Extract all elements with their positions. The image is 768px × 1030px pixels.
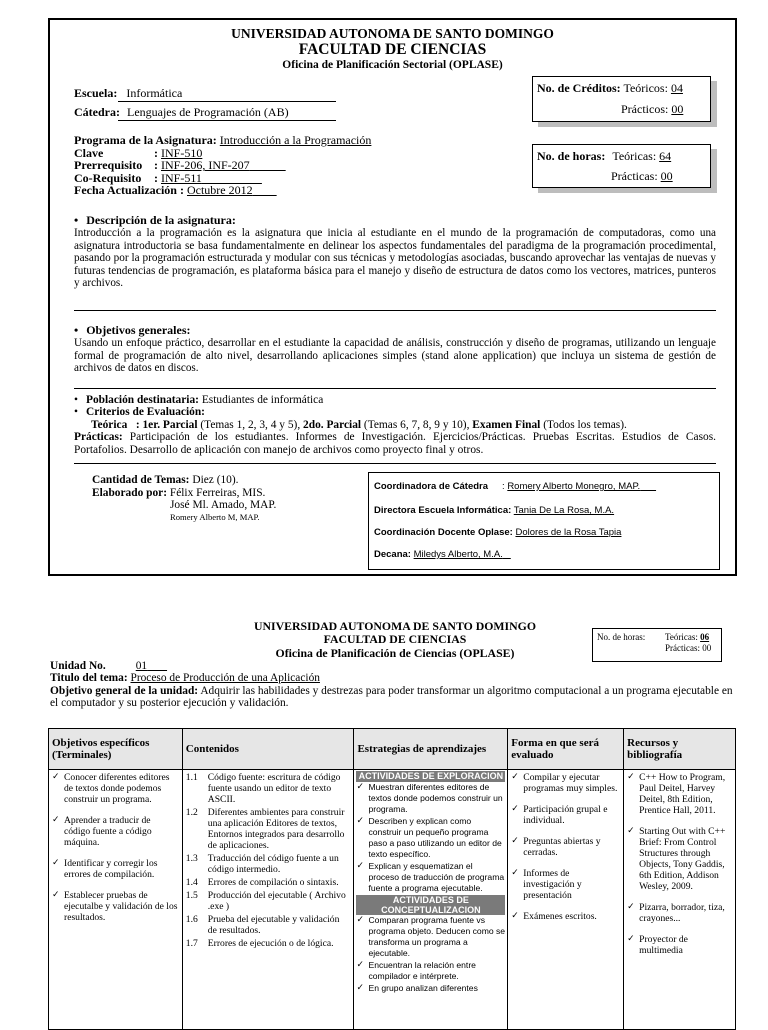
- estrategia-item: ✓ Encuentran la relación entre compilador e intérprete.: [356, 960, 505, 982]
- practicas-criterio-value: Participación de los estudiantes. Informes de Investigación. Ejercicios/Prácticas. Pruebas Escritas. Estudios de Casos. Portafolios. Desarrollo de aplicación con manejo de archivos como proyecto final y otros.: [74, 431, 716, 456]
- teoricas-label: Teóricas:: [612, 149, 657, 163]
- parcial1-value: (Temas 1, 2, 3, 4 y 5),: [200, 418, 301, 431]
- practicas-value: 00: [660, 169, 673, 183]
- escuela-underline: [118, 101, 336, 102]
- poblacion-value: Estudiantes de informática: [201, 394, 324, 406]
- teoricas-value: 64: [659, 149, 672, 163]
- escuela-value: Informática: [126, 86, 183, 100]
- unidad-label: Unidad No.: [50, 660, 106, 672]
- coordinadora-value: Romery Alberto Monegro, MAP.: [507, 481, 641, 492]
- descripcion-title: Descripción de la asignatura:: [86, 213, 236, 227]
- objetivo-item: ✓ Establecer pruebas de ejecutalbe y validación de los resultados.: [52, 890, 179, 923]
- faculty-name-2: FACULTAD DE CIENCIAS: [323, 632, 467, 646]
- prerreq-value: INF-206, INF-207: [161, 158, 250, 173]
- parcial2-value: (Temas 6, 7, 8, 9 y 10),: [363, 418, 470, 431]
- objetivo-item: ✓ Conocer diferentes editores de textos donde podemos construir un programa.: [52, 772, 179, 805]
- header-evaluacion: Forma en que será evaluado: [508, 729, 624, 770]
- objetivo-unidad-value: Adquirir las habilidades y destrezas para poder transformar un algoritmo computacional a un programa ejecutable en el computador y su posterior ejecución y validación.: [50, 684, 733, 710]
- header-estrategias: Estrategias de aprendizajes: [354, 729, 508, 770]
- decana-value: Miledys Alberto, M.A.: [413, 549, 503, 560]
- teoricos-label: Teóricos:: [623, 81, 668, 95]
- horas2-label: No. de horas:: [597, 632, 646, 642]
- poblacion-label: Población destinataria:: [86, 394, 199, 406]
- evaluacion-item: ✓ Participación grupal e individual.: [511, 804, 620, 826]
- horas-box: [532, 144, 711, 188]
- final-value: (Todos los temas).: [543, 418, 627, 431]
- table-header-row: [49, 729, 736, 770]
- estrategia-item: ✓ En grupo analizan diferentes: [356, 983, 505, 994]
- contenido-item: 1.7 Errores de ejecución o de lógica.: [185, 938, 334, 949]
- coordinadora-label: Coordinadora de Cátedra: [374, 481, 489, 492]
- conceptualizacion-heading: ACTIVIDADES DE CONCEPTUALIZACION: [356, 895, 505, 915]
- table-row: [49, 770, 736, 1030]
- coordinacion-oplase-label: Coordinación Docente Oplase:: [374, 527, 513, 538]
- practicas2-label: Prácticas:: [665, 643, 700, 653]
- contenidos-cell: [182, 770, 354, 1030]
- directora-label: Directora Escuela Informática:: [374, 505, 512, 516]
- descripcion-section: • Descripción de la asignatura: Introducción a la programación es la asignatura que inicia al estudiante en el mundo de la programación de computadoras, como una asignatura introductoria se basa fundamentalmente en delinear los aspectos fundamentales del paradigma de la programación procedimental, pasando por la programación estructurada y modular con sus técnicas y metodologías asociadas, buscando aprovechar las ventajas de nuevas y futuras tendencias de programación, es plataforma básica para el manejo y diseño de estructura de datos como los vectores, matrices, punteros y archivos.: [74, 213, 716, 290]
- evaluacion-item: ✓ Preguntas abiertas y cerradas.: [511, 836, 620, 858]
- recurso-item: ✓ Proyector de multimedia: [627, 934, 732, 956]
- criterios-section: • Población destinataria: Estudiantes de informática • Criterios de Evaluación: Teórica : 1er. Parcial (Temas 1, 2, 3, 4 y 5), 2do. Parcial (Temas 6, 7, 8, 9 y 10), Examen Final (Todos los temas). Prácticas: Participación de los estudiantes. Informes de Investigación. Ejercicios/Prácticas. Pruebas Escritas. Estudios de Casos. Portafolios. Desarrollo de aplicación con manejo de archivos como proyecto final y otros.: [74, 394, 716, 456]
- contenido-item: 1.6 Prueba del ejecutable y validación de resultados.: [185, 914, 340, 936]
- evaluacion-item: ✓ Compilar y ejecutar programas muy simples.: [511, 772, 620, 794]
- university-name: UNIVERSIDAD AUTONOMA DE SANTO DOMINGO: [231, 26, 554, 41]
- office-name-2: Oficina de Planificación de Ciencias (OPLASE): [275, 646, 515, 660]
- autor-1: Félix Ferreiras, MIS.: [169, 486, 266, 499]
- contenido-item: 1.1 Código fuente: escritura de código fuente usando un editor de texto ASCII.: [185, 772, 341, 805]
- titulo-value: Proceso de Producción de una Aplicación: [130, 672, 320, 685]
- autor-3: Romery Alberto M, MAP.: [170, 511, 260, 522]
- practicas-label: Prácticas:: [611, 169, 658, 183]
- recursos-cell: [624, 770, 736, 1030]
- horas-label: No. de horas:: [537, 149, 606, 163]
- clave-value: INF-510: [161, 145, 203, 160]
- header-recursos: Recursos y bibliografía: [624, 729, 736, 770]
- coordinacion-oplase-value: Dolores de la Rosa Tapia: [515, 527, 622, 538]
- practicos-value: 00: [671, 102, 684, 116]
- recurso-item: ✓ C++ How to Program, Paul Deitel, Harvey Deitel, 8th Edition, Prentice Hall, 2011.: [627, 772, 732, 816]
- header-objetivos: Objetivos específicos (Terminales): [49, 729, 183, 770]
- objetivos-cell: [49, 770, 183, 1030]
- final-label: Examen Final: [472, 418, 541, 431]
- catedra-underline: [118, 120, 336, 121]
- faculty-name: FACULTAD DE CIENCIAS: [298, 41, 487, 58]
- teorica-label: Teórica: [91, 418, 128, 431]
- evaluacion-cell: [508, 770, 624, 1030]
- objetivos-title: Objetivos generales:: [86, 323, 191, 337]
- objetivos-section: • Objetivos generales: Usando un enfoque práctico, desarrollar en el estudiante la capacidad de análisis, construcción y diseño de programas, utilizando un lenguaje formal de programación de alto nivel, desarrollando aplicaciones simples (stand alone application) que incluya un sistema de gestión de archivos de datos en discos.: [74, 323, 716, 375]
- practicas-criterio-label: Prácticas:: [74, 431, 123, 444]
- estrategia-item: ✓ Describen y explican como construir un pequeño programa paso a paso utilizando un editor de texto específico.: [356, 816, 505, 860]
- temas-label: Cantidad de Temas:: [92, 474, 190, 486]
- header-contenidos: Contenidos: [182, 729, 354, 770]
- objetivo-unidad-label: Objetivo general de la unidad:: [50, 684, 199, 697]
- practicas2-value: 00: [702, 643, 712, 653]
- recurso-item: ✓ Pizarra, borrador, tiza, crayones...: [627, 902, 732, 924]
- coreq-value: INF-511: [161, 170, 202, 185]
- university-name-2: UNIVERSIDAD AUTONOMA DE SANTO DOMINGO: [253, 619, 537, 633]
- decana-label: Decana:: [374, 549, 411, 560]
- coreq-label: Co-Requisito: [74, 170, 142, 185]
- unidad-section: [50, 660, 740, 710]
- estrategia-item: ✓ Explican y esquematizan el proceso de traducción de programa fuente a programa ejecutable.: [356, 861, 505, 894]
- parcial1-label: 1er. Parcial: [142, 418, 198, 431]
- criterios-label: Criterios de Evaluación:: [86, 406, 205, 419]
- unidad-value: 01: [135, 660, 148, 672]
- programa-block: Programa de la Asignatura: Introducción a la Programación Clave : INF-510 Prerrequisito : INF-206, INF-207 Co-Requisito : INF-511 Fecha Actualización : Octubre 2012: [74, 133, 372, 198]
- titulo-label: Titulo del tema:: [50, 672, 128, 685]
- unit-plan-table: [48, 728, 736, 1030]
- escuela-label: Escuela:: [74, 86, 118, 100]
- divider-2: [74, 388, 716, 389]
- teoricas2-label: Teóricas:: [665, 632, 698, 642]
- catedra-row: [74, 105, 289, 120]
- objetivo-item: ✓ Identificar y corregir los errores de compilación.: [52, 858, 179, 880]
- prerreq-label: Prerrequisito: [74, 158, 143, 173]
- contenido-item: 1.3 Traducción del código fuente a un código intermedio.: [185, 853, 339, 875]
- practicos-label: Prácticos:: [621, 102, 669, 116]
- temas-section: [92, 474, 276, 522]
- descripcion-text: Introducción a la programación es la asignatura que inicia al estudiante en el mundo de la programación de computadoras, como una asignatura introductoria se basa fundamentalmente en delinear los aspectos fundamentales del paradigma de la programación procedimental, pasando por la programación estructurada y modular con sus técnicas y metodologías asociadas, buscando aprovechar las ventajas de nuevas y futuras tendencias de programación, es plataforma básica para el manejo y diseño de estructura de datos como los vectores, matrices, punteros y archivos.: [74, 227, 716, 290]
- teoricos-value: 04: [670, 81, 683, 95]
- programa-label: Programa de la Asignatura:: [74, 133, 217, 147]
- divider-3: [74, 463, 716, 464]
- escuela-row: [74, 86, 182, 101]
- contenido-item: 1.2 Diferentes ambientes para construir una aplicación Editores de textos, Entornos integrados para desarrollo de aplicaciones.: [185, 807, 345, 851]
- fecha-value: Octubre 2012: [186, 183, 253, 198]
- objetivo-item: ✓ Aprender a traducir de código fuente a código máquina.: [52, 815, 179, 848]
- coordinacion-box: Coordinadora de Cátedra : Romery Alberto Monegro, MAP. Directora Escuela Informática: Tania De La Rosa, M.A. Coordinación Docente Oplase: Dolores de la Rosa Tapia Decana: Miledys Alberto, M.A.: [368, 472, 720, 570]
- contenido-item: 1.4 Errores de compilación o sintaxis.: [185, 877, 339, 888]
- divider-1: [74, 310, 716, 311]
- evaluacion-item: ✓ Exámenes escritos.: [511, 911, 620, 922]
- estrategia-item: ✓ Muestran diferentes editores de textos donde podemos construir un programa.: [356, 782, 505, 815]
- catedra-value: Lenguajes de Programación (AB): [126, 105, 289, 119]
- teoricas2-value: 06: [700, 632, 710, 642]
- exploracion-heading: ACTIVIDADES DE EXPLORACION: [356, 771, 505, 782]
- temas-value: Diez (10).: [192, 474, 239, 486]
- horas2-box: [592, 628, 722, 662]
- catedra-label: Cátedra:: [74, 105, 120, 119]
- creditos-box: [532, 76, 711, 122]
- autor-2: José Ml. Amado, MAP.: [170, 499, 277, 512]
- office-name: Oficina de Planificación Sectorial (OPLASE): [282, 59, 503, 71]
- contenido-item: 1.5 Producción del ejecutable ( Archivo .exe ): [185, 890, 346, 912]
- recurso-item: ✓ Starting Out with C++ Brief: From Control Structures through Objects, Tony Gaddis, 6th Edition, Addison Wesley, 2009.: [627, 826, 732, 892]
- clave-label: Clave: [74, 145, 104, 160]
- programa-value: Introducción a la Programación: [219, 133, 372, 147]
- objetivos-text: Usando un enfoque práctico, desarrollar en el estudiante la capacidad de análisis, construcción y diseño de programas, utilizando un lenguaje formal de programación de alto nivel, desarrollando aplicaciones simples (stand alone application) que incluya un sistema de gestión de archivos de datos en discos.: [74, 337, 716, 375]
- elaborado-label: Elaborado por:: [92, 486, 167, 499]
- fecha-label: Fecha Actualización :: [74, 183, 184, 198]
- creditos-label: No. de Créditos:: [537, 81, 621, 95]
- evaluacion-item: ✓ Informes de investigación y presentación: [511, 868, 620, 901]
- directora-value: Tania De La Rosa, M.A.: [513, 505, 615, 516]
- header2: [200, 620, 590, 661]
- estrategia-item: ✓ Comparan programa fuente vs programa objeto. Deducen como se transforma un programa a ejecutable.: [356, 915, 505, 959]
- parcial2-label: 2do. Parcial: [303, 418, 362, 431]
- estrategias-cell: [354, 770, 508, 1030]
- header1: [48, 26, 737, 72]
